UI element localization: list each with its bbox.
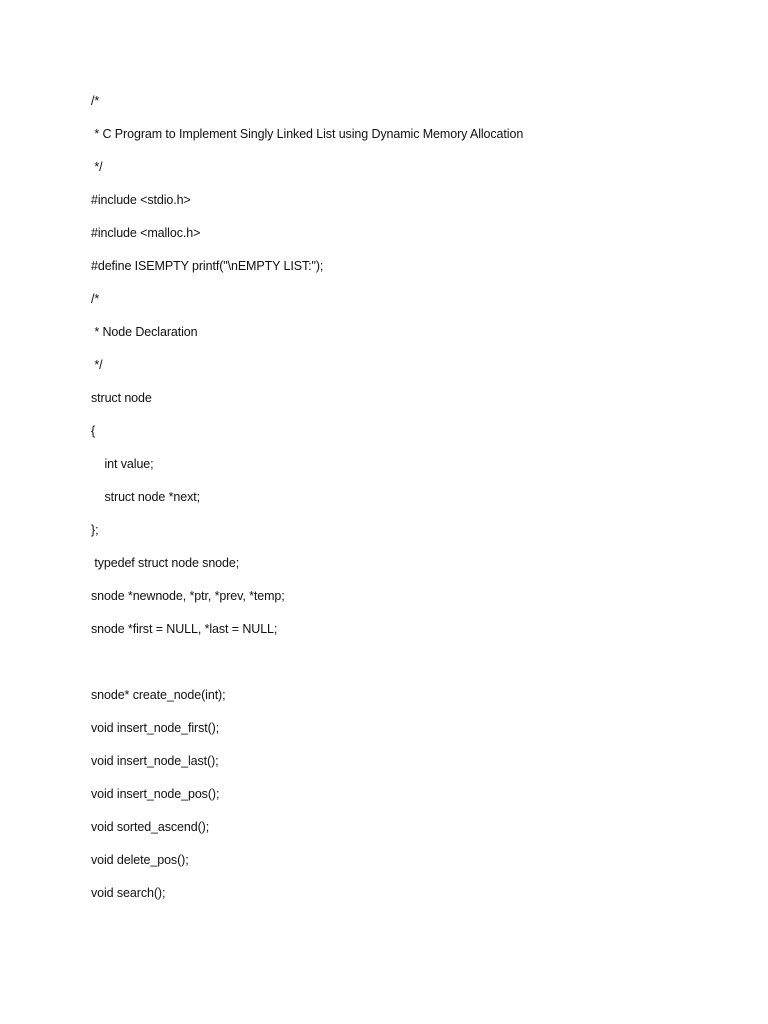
code-line: #define ISEMPTY printf("\nEMPTY LIST:"); bbox=[91, 259, 324, 273]
code-line: typedef struct node snode; bbox=[91, 556, 240, 570]
code-line: /* bbox=[91, 292, 100, 306]
code-line: */ bbox=[91, 160, 103, 174]
code-line-blank bbox=[91, 651, 731, 684]
code-line: int value; bbox=[91, 457, 154, 471]
code-line: struct node *next; bbox=[91, 490, 200, 504]
code-line: struct node bbox=[91, 391, 152, 405]
code-line: snode *first = NULL, *last = NULL; bbox=[91, 622, 278, 636]
code-line: void search(); bbox=[91, 886, 166, 900]
code-line: * C Program to Implement Singly Linked List using Dynamic Memory Allocation bbox=[91, 127, 524, 141]
code-line: snode* create_node(int); bbox=[91, 688, 226, 702]
code-line: #include <stdio.h> bbox=[91, 193, 191, 207]
code-line: #include <malloc.h> bbox=[91, 226, 201, 240]
code-line: { bbox=[91, 424, 96, 438]
code-line: * Node Declaration bbox=[91, 325, 198, 339]
code-line: snode *newnode, *ptr, *prev, *temp; bbox=[91, 589, 285, 603]
code-line: void sorted_ascend(); bbox=[91, 820, 210, 834]
code-line: void insert_node_first(); bbox=[91, 721, 220, 735]
code-line: }; bbox=[91, 523, 99, 537]
code-line: /* bbox=[91, 94, 100, 108]
code-line: */ bbox=[91, 358, 103, 372]
code-line: void insert_node_last(); bbox=[91, 754, 219, 768]
code-line: void insert_node_pos(); bbox=[91, 787, 220, 801]
code-listing bbox=[91, 90, 731, 915]
code-line: void delete_pos(); bbox=[91, 853, 189, 867]
